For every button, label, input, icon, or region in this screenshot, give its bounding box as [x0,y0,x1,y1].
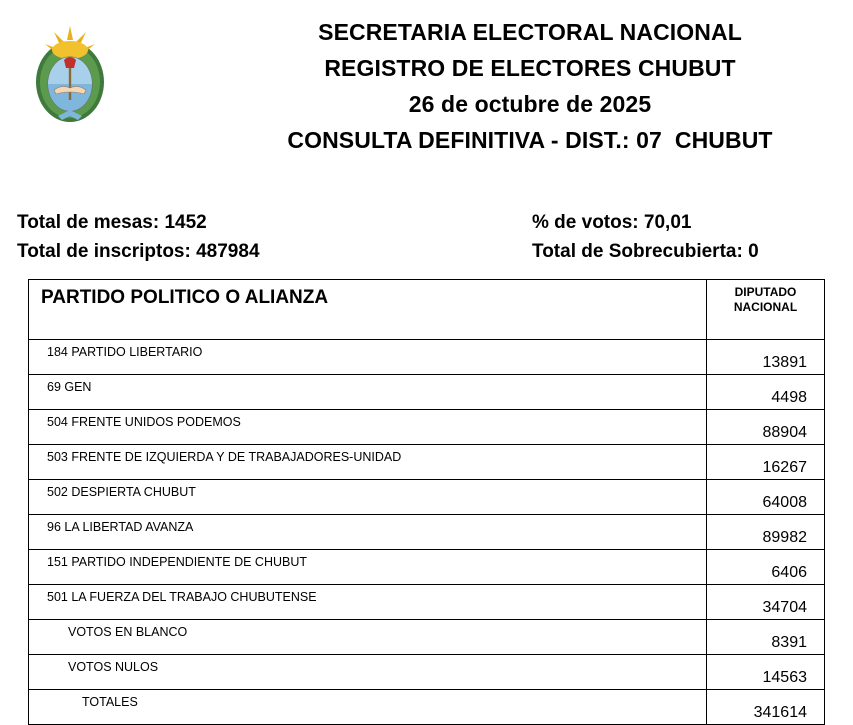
blank-votes-label: VOTOS EN BLANCO [29,620,707,655]
vote-count: 6406 [707,550,825,585]
vote-count: 89982 [707,515,825,550]
header-date: 26 de octubre de 2025 [408,91,652,117]
totals-vote-count: 341614 [707,690,825,725]
totals-label: TOTALES [29,690,707,725]
null-votes-label: VOTOS NULOS [29,655,707,690]
diputado-nacional-column-header [707,280,825,340]
vote-count: 14563 [707,655,825,690]
header-title: SECRETARIA ELECTORAL NACIONAL [318,19,742,45]
party-name: 501 LA FUERZA DEL TRABAJO CHUBUTENSE [29,585,707,620]
votes-header-line1: DIPUTADO [734,285,797,299]
party-name: 69 GEN [29,375,707,410]
party-column-header: PARTIDO POLITICO O ALIANZA [29,280,707,340]
party-name: 504 FRENTE UNIDOS PODEMOS [29,410,707,445]
table-row [29,515,825,550]
vote-count: 8391 [707,620,825,655]
vote-count: 88904 [707,410,825,445]
table-row [29,655,825,690]
results-table [28,279,825,725]
header-consulta: CONSULTA DEFINITIVA - DIST.: 07 CHUBUT [287,127,773,153]
table-header-row [29,280,825,340]
vote-count: 34704 [707,585,825,620]
vote-count: 64008 [707,480,825,515]
coat-of-arms-icon [34,22,106,124]
party-name: 503 FRENTE DE IZQUIERDA Y DE TRABAJADORES-UNIDAD [29,445,707,480]
table-row [29,550,825,585]
votes-header-line2: NACIONAL [733,300,798,314]
header-registry: REGISTRO DE ELECTORES CHUBUT [324,55,736,81]
party-name: 96 LA LIBERTAD AVANZA [29,515,707,550]
party-name: 184 PARTIDO LIBERTARIO [29,340,707,375]
table-row [29,620,825,655]
total-mesas: Total de mesas: 1452 [17,212,207,233]
total-inscriptos: Total de inscriptos: 487984 [17,241,260,262]
vote-count: 16267 [707,445,825,480]
table-row [29,375,825,410]
totals-row [29,690,825,725]
porcentaje-votos: % de votos: 70,01 [532,212,692,233]
total-sobrecubierta: Total de Sobrecubierta: 0 [532,241,759,262]
vote-count: 4498 [707,375,825,410]
table-row [29,410,825,445]
party-name: 502 DESPIERTA CHUBUT [29,480,707,515]
table-row [29,480,825,515]
vote-count: 13891 [707,340,825,375]
party-name: 151 PARTIDO INDEPENDIENTE DE CHUBUT [29,550,707,585]
table-row [29,585,825,620]
document-header [210,14,850,158]
table-row [29,340,825,375]
table-row [29,445,825,480]
